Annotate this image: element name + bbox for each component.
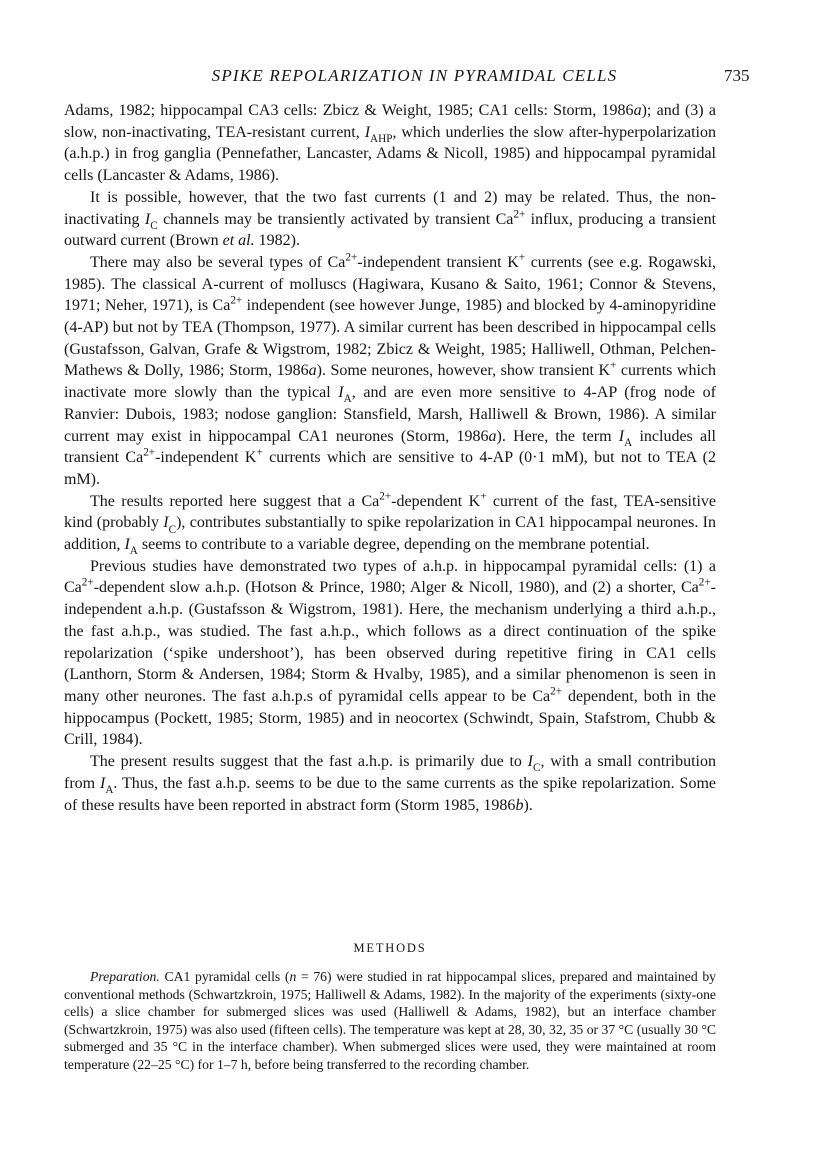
- paragraph-4: The results reported here suggest that a $Ca^{2+}$-dependent K+ current of the fast, TEA-sensitive kind (probably $I_C$), contributes substantially to spike repolarization in CA1 hippocampal neurones. In addition, $I_A$ seems to contribute to a variable degree, depending on the membrane potential.: [64, 490, 716, 558]
- introduction-text: [64, 100, 716, 816]
- preparation-label: Preparation.: [90, 969, 160, 984]
- page-number: 735: [724, 66, 750, 85]
- paragraph-3: There may also be several types of $Ca^{2+}$-independent transient K+ currents (see e.g. Rogawski, 1985). The classical A-current of molluscs (Hagiwara, Kusano & Saito, 1961; Connor & Stevens, 1971; Neher, 1971), is $Ca^{2+}$ independent (see however Junge, 1985) and blocked by 4-aminopyridine (4-AP) but not by TEA (Thompson, 1977). A similar current has been described in hippocampal cells (Gustafsson, Galvan, Grafe & Wigstrom, 1982; Zbicz & Weight, 1985; Halliwell, Othman, Pelchen-Mathews & Dolly, 1986; Storm, 1986a). Some neurones, however, show transient K+ currents which inactivate more slowly than the typical $I_A$, and are even more sensitive to 4-AP (frog node of Ranvier: Dubois, 1983; nodose ganglion: Stansfield, Marsh, Halliwell & Brown, 1986). A similar current may exist in hippocampal CA1 neurones (Storm, 1986a). Here, the term $I_A$ includes all transient $Ca^{2+}$-independent K+ currents which are sensitive to 4-AP (0·1 mM), but not to TEA (2 mM).: [64, 251, 717, 488]
- methods-heading: METHODS: [353, 941, 427, 955]
- paragraph-6: The present results suggest that the fast a.h.p. is primarily due to $I_C$, with a small contribution from $I_A$. Thus, the fast a.h.p. seems to be due to the same currents as the spike repolarization. Some of these results have been reported in abstract form (Storm 1985, 1986b).: [64, 753, 717, 814]
- paragraph-2: It is possible, however, that the two fast currents (1 and 2) may be related. Thus, the non-inactivating $I_C$ channels may be transiently activated by transient $Ca^{2+}$ influx, producing a transient outward current (Brown et al. 1982).: [64, 188, 717, 250]
- paragraph-1: Adams, 1982; hippocampal CA3 cells: Zbicz & Weight, 1985; CA1 cells: Storm, 1986a); and (3) a slow, non-inactivating, TEA-resistant current, $I_{AHP}$, which underlies the slow after-hyperpolarization (a.h.p.) in frog ganglia (Pennefather, Lancaster, Adams & Nicoll, 1985) and hippocampal pyramidal cells (Lancaster & Adams, 1986).: [64, 102, 716, 185]
- methods-preparation-paragraph: Preparation. CA1 pyramidal cells (n = 76) were studied in rat hippocampal slices, prepared and maintained by conventional methods (Schwartzkroin, 1975; Halliwell & Adams, 1982). In the majority of the experiments (sixty-one cells) a slice chamber for submerged slices was used (Halliwell & Adams, 1982), but an interface chamber (Schwartzkroin, 1975) was also used (fifteen cells). The temperature was kept at 28, 30, 32, 35 or 37 °C (usually 30 °C submerged and 35 °C in the interface chamber). When submerged slices were used, they were maintained at room temperature (22–25 °C) for 1–7 h, before being transferred to the recording chamber.: [64, 969, 717, 1072]
- paragraph-5: Previous studies have demonstrated two types of a.h.p. in hippocampal pyramidal cells: (1) a $Ca^{2+}$-dependent slow a.h.p. (Hotson & Prince, 1980; Alger & Nicoll, 1980), and (2) a shorter, $Ca^{2+}$-independent a.h.p. (Gustafsson & Wigstrom, 1981). Here, the mechanism underlying a third a.h.p., the fast a.h.p., was studied. The fast a.h.p., which follows as a direct continuation of the spike repolarization (‘spike undershoot’), has been observed during repetitive firing in CA1 cells (Lanthorn, Storm & Andersen, 1984; Storm & Hvalby, 1985), and a similar phenomenon is seen in many other neurones. The fast a.h.p.s of pyramidal cells appear to be $Ca^{2+}$ dependent, both in the hippocampus (Pockett, 1985; Storm, 1985) and in neocortex (Schwindt, Spain, Stafstrom, Chubb & Crill, 1984).: [64, 557, 716, 749]
- running-head: SPIKE REPOLARIZATION IN PYRAMIDAL CELLS: [211, 66, 618, 85]
